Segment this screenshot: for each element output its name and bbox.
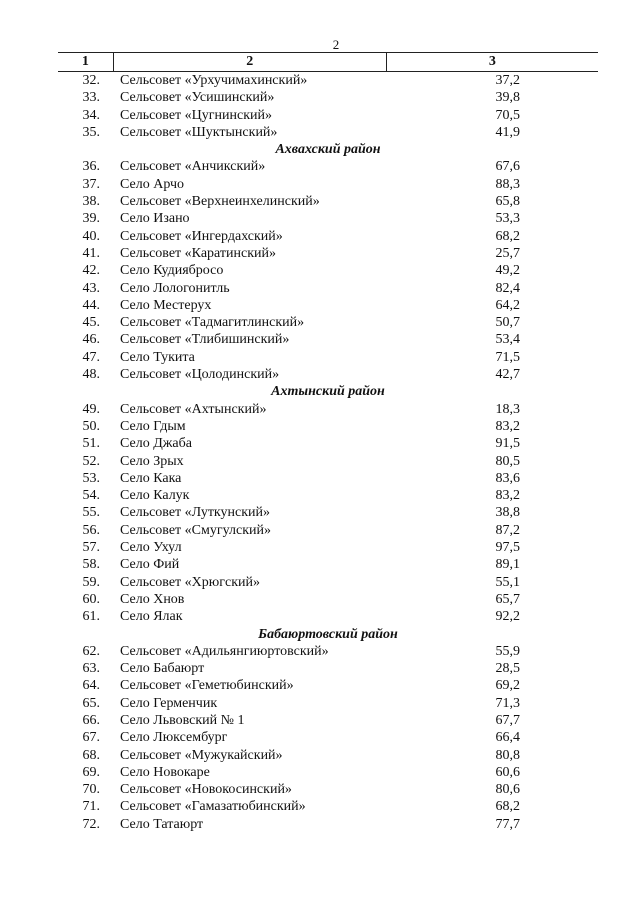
table-body [58, 72, 598, 833]
row-number: 37. [82, 176, 100, 192]
settlement-name: Сельсовет «Хрюгский» [120, 574, 260, 590]
row-value: 83,2 [495, 418, 520, 434]
row-number: 34. [82, 107, 100, 123]
settlement-name: Сельсовет «Анчикский» [120, 159, 266, 175]
row-value: 55,1 [495, 574, 520, 590]
table-row [58, 747, 598, 764]
row-value: 87,2 [495, 522, 520, 538]
settlement-name: Сельсовет «Усишинский» [120, 90, 275, 106]
row-value: 82,4 [495, 280, 520, 296]
row-number: 63. [82, 661, 100, 677]
row-number: 72. [82, 816, 100, 832]
table-row [58, 695, 598, 712]
row-value: 67,7 [495, 712, 520, 728]
row-value: 37,2 [495, 73, 520, 88]
settlement-name: Сельсовет «Шуктынский» [120, 124, 278, 140]
table-row [58, 729, 598, 746]
settlement-name: Сельсовет «Адильянгиюртовский» [120, 643, 329, 659]
row-value: 80,6 [495, 782, 520, 798]
table-row [58, 107, 598, 124]
table-row [58, 504, 598, 521]
settlement-name: Сельсовет «Цугнинский» [120, 107, 272, 123]
settlement-name: Село Бабаюрт [120, 661, 205, 677]
row-number: 40. [82, 228, 100, 244]
settlement-name: Сельсовет «Тлибишинский» [120, 332, 290, 348]
row-value: 71,3 [495, 695, 520, 711]
row-number: 38. [82, 194, 100, 210]
row-value: 70,5 [495, 107, 520, 123]
row-number: 48. [82, 367, 100, 383]
row-value: 60,6 [495, 764, 520, 780]
settlement-name: Сельсовет «Гамазатюбинский» [120, 799, 306, 815]
settlement-name: Сельсовет «Геметюбинский» [120, 678, 294, 694]
row-value: 38,8 [495, 505, 520, 521]
row-value: 50,7 [495, 315, 520, 331]
table-row [58, 677, 598, 694]
row-number: 44. [82, 297, 100, 313]
settlement-name: Село Хнов [120, 591, 185, 607]
settlement-name: Сельсовет «Луткунский» [120, 505, 271, 521]
row-value: 53,4 [495, 332, 520, 348]
row-value: 89,1 [495, 557, 520, 573]
row-number: 35. [82, 124, 100, 140]
row-number: 47. [82, 349, 100, 365]
settlement-name: Село Ялак [120, 609, 183, 625]
table-row [58, 539, 598, 556]
district-heading: Бабаюртовский район [258, 626, 398, 642]
table-row [58, 816, 598, 833]
header-col-2: 2 [114, 53, 387, 71]
table-row [58, 591, 598, 608]
row-value: 55,9 [495, 643, 520, 659]
row-number: 52. [82, 453, 100, 469]
row-value: 18,3 [495, 401, 520, 417]
row-number: 49. [82, 401, 100, 417]
row-number: 68. [82, 747, 100, 763]
row-value: 25,7 [495, 245, 520, 261]
row-value: 68,2 [495, 228, 520, 244]
table-row [58, 72, 598, 89]
settlement-name: Сельсовет «Смугулский» [120, 522, 271, 538]
row-value: 92,2 [495, 609, 520, 625]
table-row [58, 574, 598, 591]
data-table [58, 52, 598, 833]
row-number: 33. [82, 90, 100, 106]
settlement-name: Сельсовет «Каратинский» [120, 245, 276, 261]
row-value: 68,2 [495, 799, 520, 815]
table-row [58, 487, 598, 504]
row-value: 69,2 [495, 678, 520, 694]
settlement-name: Село Гдым [120, 418, 186, 434]
table-row [58, 418, 598, 435]
row-number: 58. [82, 557, 100, 573]
table-row [58, 158, 598, 175]
table-row [58, 608, 598, 625]
settlement-name: Село Люксембург [120, 730, 228, 746]
table-row [58, 262, 598, 279]
row-value: 53,3 [495, 211, 520, 227]
row-number: 41. [82, 245, 100, 261]
settlement-name: Село Львовский № 1 [120, 712, 245, 728]
row-value: 41,9 [495, 124, 520, 140]
row-value: 64,2 [495, 297, 520, 313]
row-number: 39. [82, 211, 100, 227]
settlement-name: Село Герменчик [120, 695, 218, 711]
row-number: 46. [82, 332, 100, 348]
settlement-name: Село Лологонитль [120, 280, 230, 296]
row-value: 71,5 [495, 349, 520, 365]
settlement-name: Сельсовет «Ингердахский» [120, 228, 283, 244]
row-number: 50. [82, 418, 100, 434]
settlement-name: Село Татаюрт [120, 816, 204, 832]
settlement-name: Сельсовет «Урхучимахинский» [120, 73, 308, 88]
row-number: 45. [82, 315, 100, 331]
table-row [58, 89, 598, 106]
settlement-name: Сельсовет «Тадмагитлинский» [120, 315, 305, 331]
row-value: 49,2 [495, 263, 520, 279]
table-row [58, 643, 598, 660]
table-row [58, 314, 598, 331]
table-row [58, 798, 598, 815]
settlement-name: Сельсовет «Новокосинский» [120, 782, 292, 798]
table-header [58, 52, 598, 72]
settlement-name: Село Калук [120, 488, 190, 504]
table-row [58, 712, 598, 729]
row-number: 43. [82, 280, 100, 296]
row-number: 65. [82, 695, 100, 711]
table-row [58, 556, 598, 573]
row-number: 54. [82, 488, 100, 504]
row-value: 39,8 [495, 90, 520, 106]
settlement-name: Сельсовет «Верхнеинхелинский» [120, 194, 320, 210]
settlement-name: Село Новокаре [120, 764, 210, 780]
row-number: 64. [82, 678, 100, 694]
row-number: 60. [82, 591, 100, 607]
settlement-name: Село Ухул [120, 540, 182, 556]
row-value: 42,7 [495, 367, 520, 383]
table-row [58, 366, 598, 383]
table-row [58, 660, 598, 677]
row-value: 80,8 [495, 747, 520, 763]
row-value: 91,5 [495, 436, 520, 452]
settlement-name: Село Изано [120, 211, 190, 227]
settlement-name: Село Фий [120, 557, 180, 573]
header-col-1: 1 [58, 53, 114, 71]
row-number: 70. [82, 782, 100, 798]
table-row [58, 124, 598, 141]
table-row [58, 245, 598, 262]
row-value: 65,8 [495, 194, 520, 210]
table-row [58, 176, 598, 193]
row-value: 28,5 [495, 661, 520, 677]
row-value: 66,4 [495, 730, 520, 746]
header-col-3: 3 [488, 54, 496, 69]
settlement-name: Село Джаба [120, 436, 192, 452]
settlement-name: Село Тукита [120, 349, 195, 365]
table-row [58, 453, 598, 470]
settlement-name: Село Арчо [120, 176, 185, 192]
settlement-name: Село Кака [120, 470, 182, 486]
row-value: 83,2 [495, 488, 520, 504]
settlement-name: Сельсовет «Цолодинский» [120, 367, 280, 383]
row-number: 69. [82, 764, 100, 780]
table-row [58, 280, 598, 297]
row-number: 67. [82, 730, 100, 746]
table-row [58, 297, 598, 314]
table-row [58, 210, 598, 227]
row-value: 88,3 [495, 176, 520, 192]
row-number: 61. [82, 609, 100, 625]
row-value: 67,6 [495, 159, 520, 175]
row-value: 65,7 [495, 591, 520, 607]
row-number: 42. [82, 263, 100, 279]
table-row [58, 193, 598, 210]
settlement-name: Село Зрых [120, 453, 184, 469]
row-number: 32. [82, 73, 100, 88]
table-row [58, 331, 598, 348]
row-number: 59. [82, 574, 100, 590]
table-row [58, 401, 598, 418]
table-row [58, 764, 598, 781]
table-row [58, 781, 598, 798]
row-value: 83,6 [495, 470, 520, 486]
page-number: 2 [332, 37, 340, 52]
row-number: 66. [82, 712, 100, 728]
settlement-name: Село Местерух [120, 297, 212, 313]
row-number: 56. [82, 522, 100, 538]
row-number: 53. [82, 470, 100, 486]
settlement-name: Сельсовет «Мужукайский» [120, 747, 283, 763]
row-number: 55. [82, 505, 100, 521]
table-row [58, 470, 598, 487]
district-heading: Ахвахский район [275, 142, 381, 158]
row-number: 57. [82, 540, 100, 556]
table-row [58, 228, 598, 245]
row-number: 71. [82, 799, 100, 815]
table-row [58, 435, 598, 452]
district-heading: Ахтынский район [271, 384, 385, 400]
row-number: 51. [82, 436, 100, 452]
table-row [58, 522, 598, 539]
row-number: 62. [82, 643, 100, 659]
row-value: 80,5 [495, 453, 520, 469]
settlement-name: Село Кудиябросо [120, 263, 224, 279]
table-row [58, 349, 598, 366]
row-number: 36. [82, 159, 100, 175]
row-value: 77,7 [495, 816, 520, 832]
settlement-name: Сельсовет «Ахтынский» [120, 401, 267, 417]
row-value: 97,5 [495, 540, 520, 556]
